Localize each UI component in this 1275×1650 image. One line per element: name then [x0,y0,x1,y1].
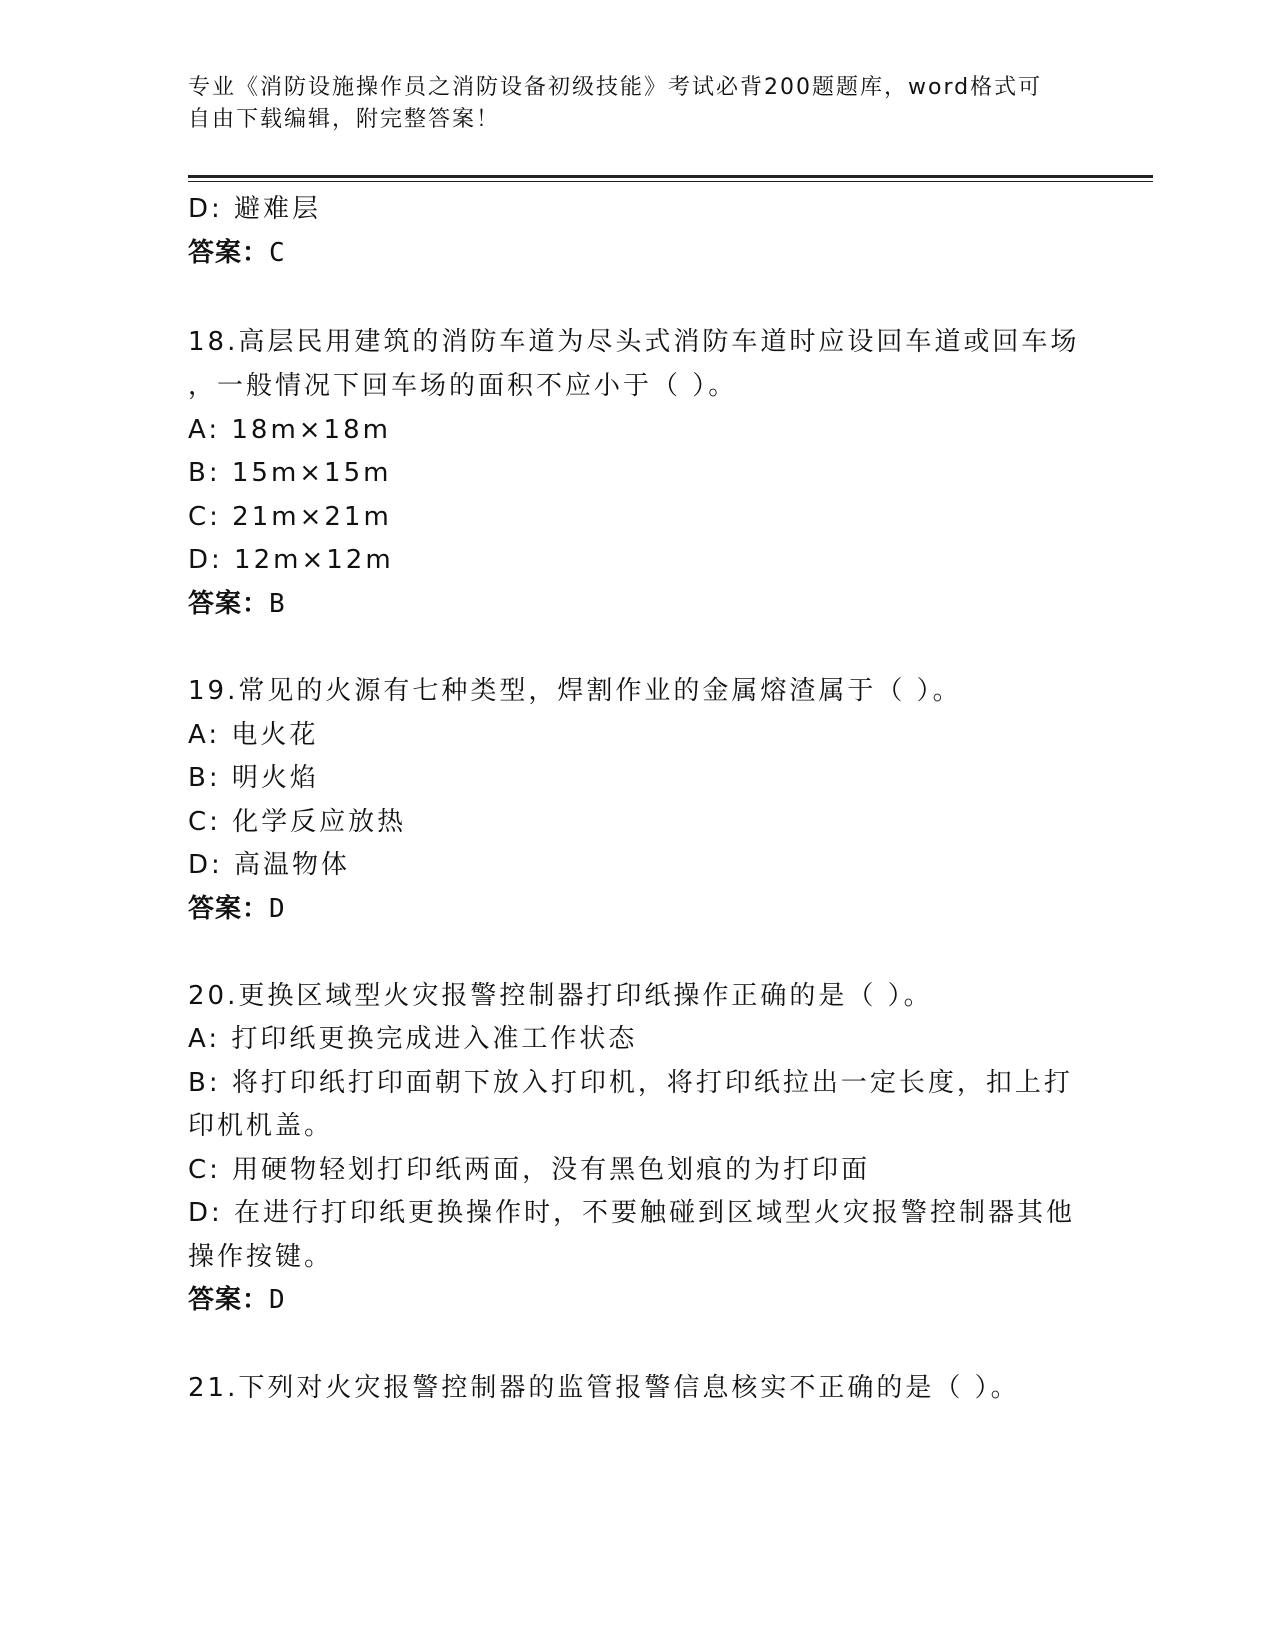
q20-option-b-line-2: 印机机盖。 [188,1111,334,1141]
q20-stem-line-1: 20.更换区域型火灾报警控制器打印纸操作正确的是（ ）。 [188,981,933,1011]
answer-value: D [269,1285,286,1315]
answer-value: D [269,894,286,924]
q20-option-b-line-1: B: 将打印纸打印面朝下放入打印机，将打印纸拉出一定长度，扣上打 [188,1068,1073,1098]
header-rule-thin [188,181,1153,182]
q20-option-d-line-1: D: 在进行打印纸更换操作时，不要触碰到区域型火灾报警控制器其他 [188,1198,1076,1228]
answer-label: 答案： [188,894,270,924]
q19-option-c: C: 化学反应放热 [188,807,407,837]
answer-value: C [269,238,286,268]
q18-stem-line-1: 18.高层民用建筑的消防车道为尽头式消防车道时应设回车道或回车场 [188,327,1080,357]
prev-option-d: D: 避难层 [188,194,322,224]
header-rule-thick [188,175,1153,178]
q18-option-c: C: 21m×21m [188,502,392,532]
header-line-2: 自由下载编辑，附完整答案！ [188,107,501,132]
answer-label: 答案： [188,1285,270,1315]
answer-value: B [269,589,286,619]
q18-stem-line-2: ，一般情况下回车场的面积不应小于（ ）。 [188,371,738,401]
q20-answer [188,1283,286,1317]
answer-label: 答案： [188,589,270,619]
q18-answer [188,587,286,621]
answer-label: 答案： [188,238,270,268]
q18-option-d: D: 12m×12m [188,545,394,575]
q20-option-a: A: 打印纸更换完成进入准工作状态 [188,1024,638,1054]
document-header [188,72,1088,136]
q21-stem-line-1: 21.下列对火灾报警控制器的监管报警信息核实不正确的是（ ）。 [188,1373,1020,1403]
q18-option-b: B: 15m×15m [188,458,392,488]
q19-option-d: D: 高温物体 [188,850,351,880]
q18-option-a: A: 18m×18m [188,415,391,445]
q19-stem-line-1: 19.常见的火源有七种类型，焊割作业的金属熔渣属于（ ）。 [188,676,962,706]
q20-option-c: C: 用硬物轻划打印纸两面，没有黑色划痕的为打印面 [188,1155,871,1185]
q20-option-d-line-2: 操作按键。 [188,1242,334,1272]
q19-option-b: B: 明火焰 [188,763,319,793]
q19-option-a: A: 电火花 [188,720,319,750]
q19-answer [188,892,286,926]
header-line-1: 专业《消防设施操作员之消防设备初级技能》考试必背200题题库，word格式可 [188,75,1043,100]
prev-answer [188,236,286,270]
